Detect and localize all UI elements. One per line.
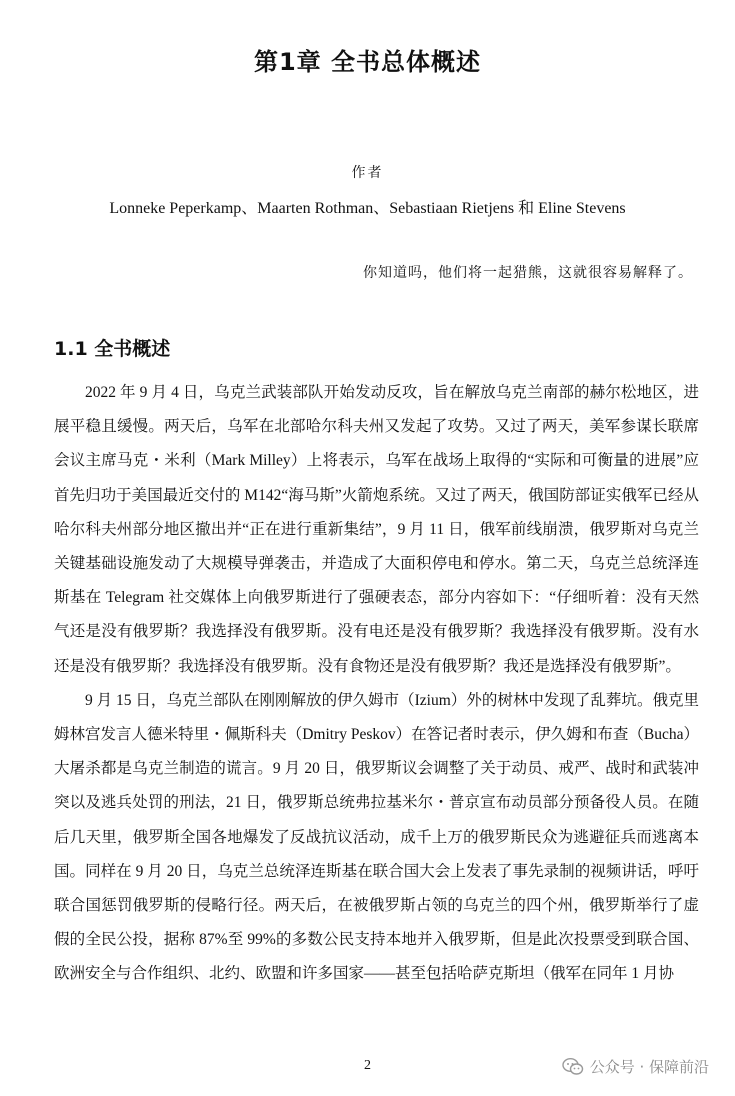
author-list: Lonneke Peperkamp、Maarten Rothman、Sebastiaan Rietjens 和 Eline Stevens [109,200,626,217]
author-label: 作者 [351,165,384,181]
chapter-title: 第1章 全书总体概述 [253,48,482,76]
section-title: 1.1 全书概述 [54,338,171,360]
epigraph: 你知道吗，他们将一起猎熊，这就很容易解释了。 [363,265,693,281]
paragraph: 2022 年 9 月 4 日，乌克兰武装部队开始发动反攻，旨在解放乌克兰南部的赫尔松地区，进展平稳且缓慢。两天后，乌军在北部哈尔科夫州又发起了攻势。又过了两天，美军参谋长联席会议主席马克・米利（Mark Milley）上将表示，乌军在战场上取得的“实际和可衡量的进展”应首先归功于美国最近交付的 M142“海马斯”火箭炮系统。又过了两天，俄国防部证实俄军已经从哈尔科夫州部分地区撤出并“正在进行重新集结”，9 月 11 日，俄军前线崩溃，俄罗斯对乌克兰关键基础设施发动了大规模导弹袭击，并造成了大面积停电和停水。第二天，乌克兰总统泽连斯基在 Telegram 社交媒体上向俄罗斯进行了强硬表态，部分内容如下：“仔细听着：没有天然气还是没有俄罗斯？我选择没有俄罗斯。没有电还是没有俄罗斯？我选择没有俄罗斯。没有水还是没有俄罗斯？我选择没有俄罗斯。没有食物还是没有俄罗斯？我还是选择没有俄罗斯”。 [54,384,699,675]
paragraph: 9 月 15 日，乌克兰部队在刚刚解放的伊久姆市（Izium）外的树林中发现了乱葬坑。俄克里姆林宫发言人德米特里・佩斯科夫（Dmitry Peskov）在答记者时表示，伊久姆和布查（Bucha）大屠杀都是乌克兰制造的谎言。9 月 20 日，俄罗斯议会调整了关于动员、戒严、战时和武装冲突以及逃兵处罚的刑法，21 日，俄罗斯总统弗拉基米尔・普京宣布动员部分预备役人员。在随后几天里，俄罗斯全国各地爆发了反战抗议活动，成千上万的俄罗斯民众为逃避征兵而逃离本国。同样在 9 月 20 日，乌克兰总统泽连斯基在联合国大会上发表了事先录制的视频讲话，呼吁联合国惩罚俄罗斯的侵略行径。两天后，在被俄罗斯占领的乌克兰的四个州，俄罗斯举行了虚假的全民公投，据称 87%至 99%的多数公民支持本地并入俄罗斯，但是此次投票受到联合国、欧洲安全与合作组织、北约、欧盟和许多国家——甚至包括哈萨克斯坦（俄军在同年 1 月协 [54,691,699,983]
section-body [54,376,699,992]
page-number: 2 [364,1058,371,1073]
watermark-text: 公众号 · 保障前沿 [589,1058,709,1076]
watermark [562,1056,709,1077]
wechat-icon [562,1057,584,1076]
